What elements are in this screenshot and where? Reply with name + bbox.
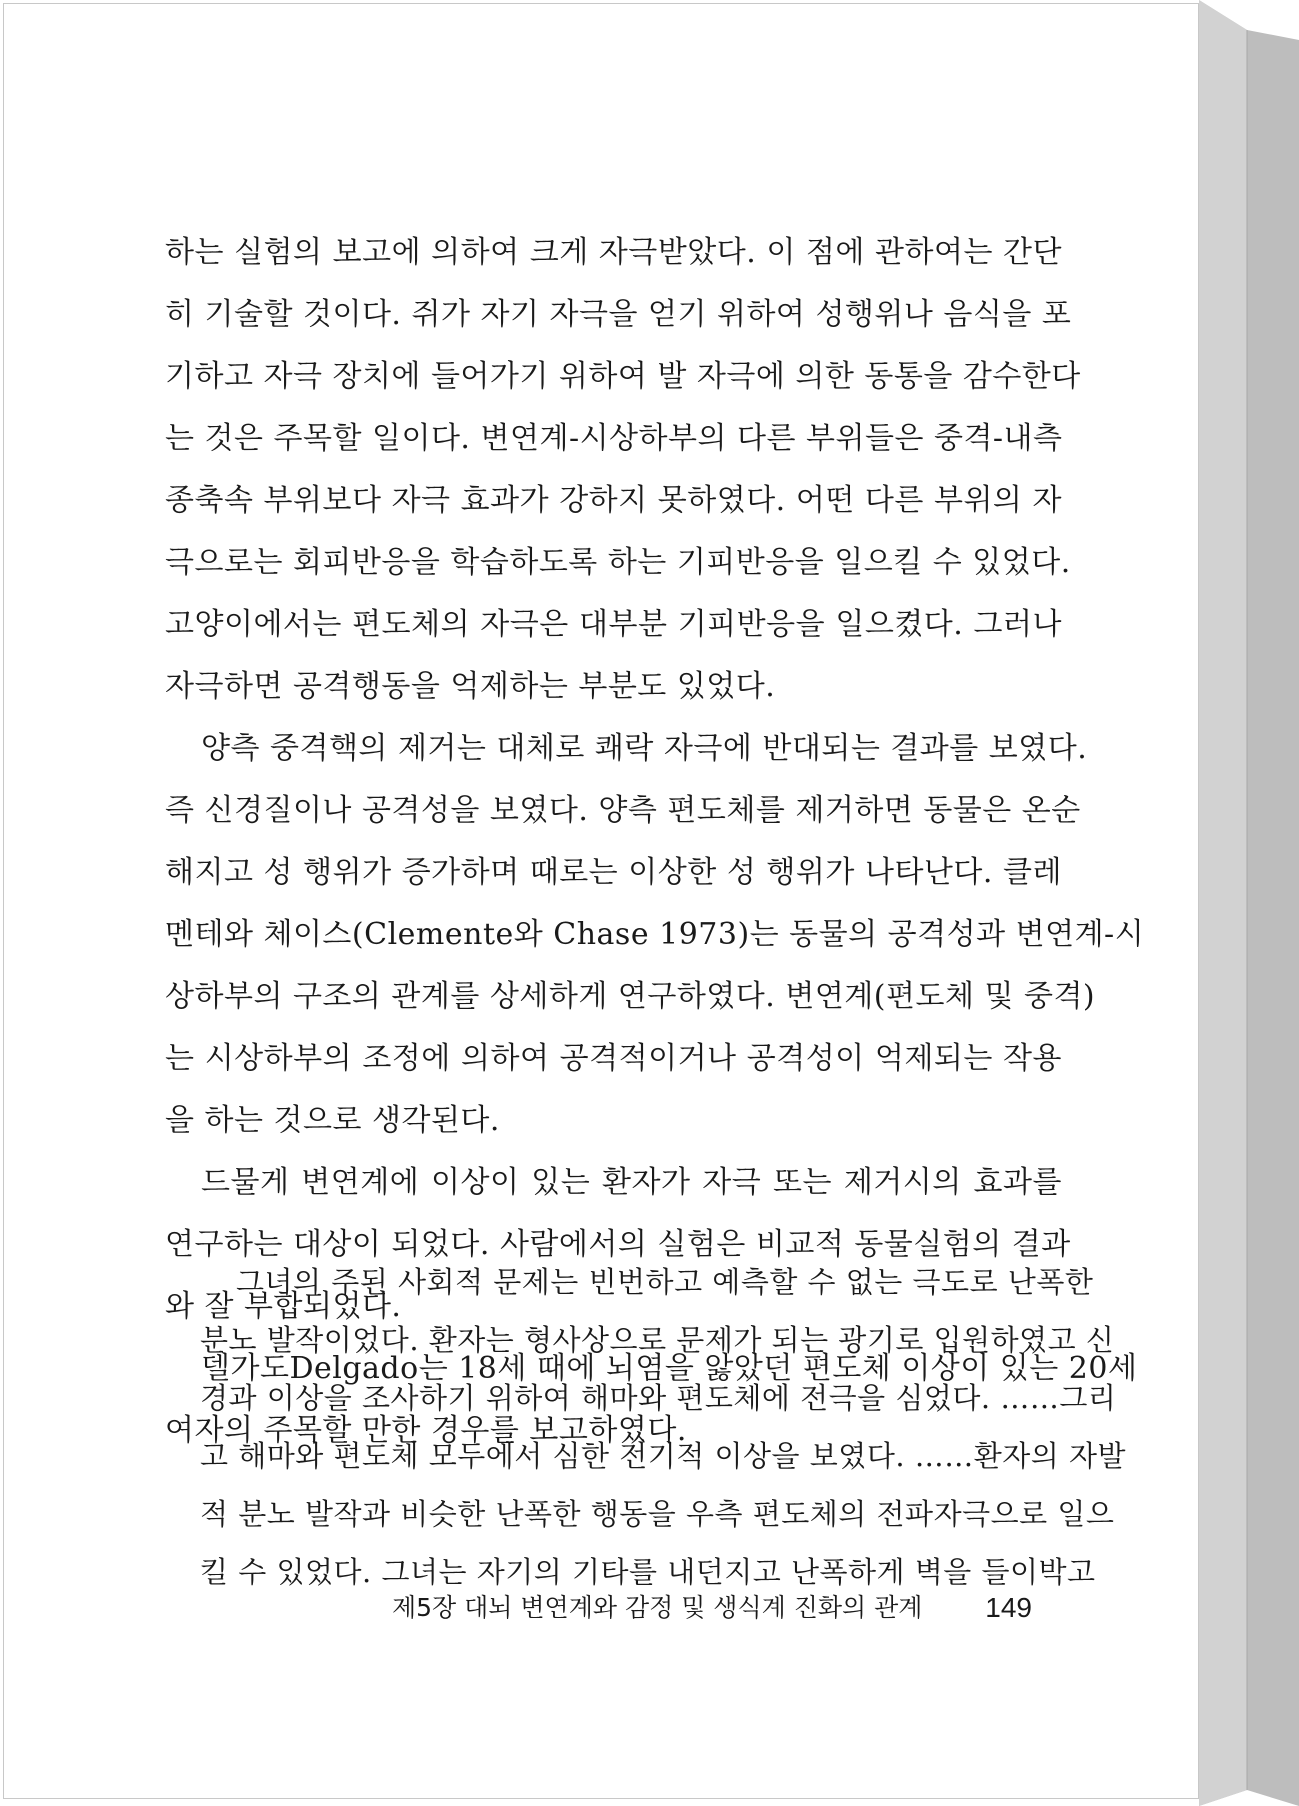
chapter-title: 제5장 대뇌 변연계와 감정 및 생식계 진화의 관계 bbox=[392, 1593, 923, 1622]
body-line: 해지고 성 행위가 증가하며 때로는 이상한 성 행위가 나타난다. 클레 bbox=[165, 855, 1062, 890]
quote-line: 그녀의 주된 사회적 문제는 빈번하고 예측할 수 없는 극도로 난폭한 bbox=[236, 1265, 1094, 1299]
page-number: 149 bbox=[985, 1592, 1032, 1623]
body-line: 델가도Delgado는 18세 때에 뇌염을 앓았던 편도체 이상이 있는 20세 bbox=[201, 1351, 1138, 1386]
body-line: 히 기술할 것이다. 쥐가 자기 자극을 얻기 위하여 성행위나 음식을 포 bbox=[165, 297, 1072, 332]
body-line: 양측 중격핵의 제거는 대체로 쾌락 자극에 반대되는 결과를 보였다. bbox=[201, 731, 1088, 766]
body-line: 극으로는 회피반응을 학습하도록 하는 기피반응을 일으킬 수 있었다. bbox=[165, 545, 1071, 580]
body-line: 고양이에서는 편도체의 자극은 대부분 기피반응을 일으켰다. 그러나 bbox=[165, 607, 1062, 642]
quote-line: 분노 발작이었다. 환자는 형사상으로 문제가 되는 광기로 입원하였고 신 bbox=[200, 1323, 1115, 1357]
quote-line: 경과 이상을 조사하기 위하여 해마와 편도체에 전극을 심었다. ……그리 bbox=[200, 1381, 1117, 1415]
body-line: 상하부의 구조의 관계를 상세하게 연구하였다. 변연계(편도체 및 중격) bbox=[165, 979, 1096, 1014]
body-line: 는 시상하부의 조정에 의하여 공격적이거나 공격성이 억제되는 작용 bbox=[165, 1041, 1062, 1076]
body-line: 연구하는 대상이 되었다. 사람에서의 실험은 비교적 동물실험의 결과 bbox=[165, 1227, 1071, 1262]
quote-line: 적 분노 발작과 비슷한 난폭한 행동을 우측 편도체의 전파자극으로 일으 bbox=[200, 1497, 1115, 1531]
body-line: 자극하면 공격행동을 억제하는 부분도 있었다. bbox=[165, 669, 776, 704]
body-line: 하는 실험의 보고에 의하여 크게 자극받았다. 이 점에 관하여는 간단 bbox=[165, 235, 1062, 270]
body-line: 멘테와 체이스(Clemente와 Chase 1973)는 동물의 공격성과 변연계-시 bbox=[165, 917, 1145, 952]
body-line: 기하고 자극 장치에 들어가기 위하여 발 자극에 의한 동통을 감수한다 bbox=[165, 359, 1081, 394]
body-line: 을 하는 것으로 생각된다. bbox=[165, 1103, 500, 1138]
body-line: 드물게 변연계에 이상이 있는 환자가 자극 또는 제거시의 효과를 bbox=[201, 1165, 1062, 1200]
block-quote bbox=[200, 1253, 1127, 1601]
quote-line: 고 해마와 편도체 모두에서 심한 전기적 이상을 보였다. ……환자의 자발 bbox=[200, 1439, 1127, 1473]
body-line: 는 것은 주목할 일이다. 변연계-시상하부의 다른 부위들은 중격-내측 bbox=[165, 421, 1063, 456]
running-footer bbox=[392, 1588, 1032, 1628]
body-line: 종축속 부위보다 자극 효과가 강하지 못하였다. 어떤 다른 부위의 자 bbox=[165, 483, 1062, 518]
body-line: 와 잘 부합되었다. bbox=[165, 1289, 402, 1324]
book-spine-edge bbox=[1199, 0, 1299, 1806]
quote-line: 킬 수 있었다. 그녀는 자기의 기타를 내던지고 난폭하게 벽을 들이박고 bbox=[200, 1555, 1096, 1589]
body-line: 여자의 주목할 만한 경우를 보고하였다. bbox=[165, 1413, 687, 1448]
body-line: 즉 신경질이나 공격성을 보였다. 양측 편도체를 제거하면 동물은 온순 bbox=[165, 793, 1081, 828]
